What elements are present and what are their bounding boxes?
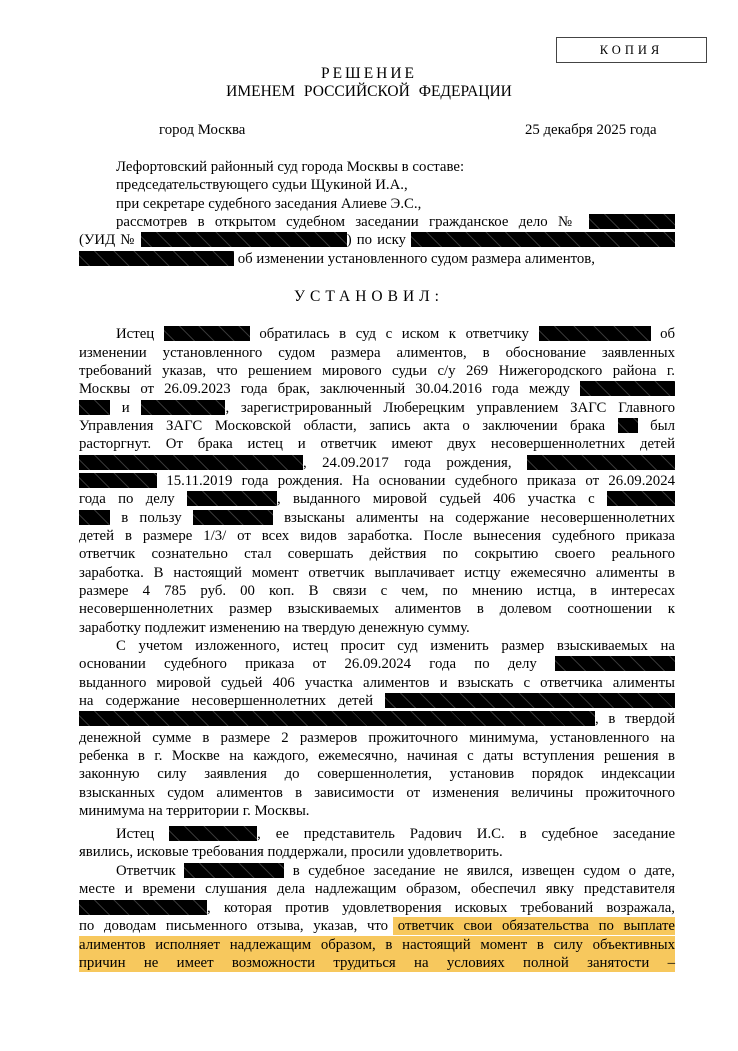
body-line: заработка. В настоящий момент ответчик выплачивает истцу ежемесячно алименты в [79, 565, 675, 581]
city: город Москва [159, 122, 246, 138]
section-heading: УСТАНОВИЛ: [294, 288, 444, 305]
redaction [411, 232, 675, 247]
redaction [385, 693, 675, 708]
body-line: денежной сумме в размере 2 размеров прожиточного минимума, установленного на [79, 730, 675, 746]
body-line: алиментов исполняет надлежащим образом, в настоящий момент в силу объективных [79, 937, 675, 953]
body-line: расторгнут. От брака истец и ответчик имеют двух несовершеннолетних детей [79, 436, 675, 452]
intro-line: об изменении установленного судом размера алиментов, [79, 250, 595, 268]
body-line: 15.11.2019 года рождения. На основании судебного приказа от 26.09.2024 [79, 472, 675, 490]
redaction [184, 863, 284, 878]
body-line: , в твердой [79, 710, 675, 728]
body-line: явились, исковые требования поддержали, просили удовлетворить. [79, 844, 503, 860]
body-line: месте и времени слушания дела надлежащим образом, обеспечил явку представителя [79, 881, 675, 897]
redaction [79, 711, 595, 726]
body-line: и , зарегистрированный Люберецким управлением ЗАГС Главного [79, 399, 675, 417]
body-line: детей в размере 1/3/ от всех видов заработка. После вынесения судебного приказа [79, 528, 675, 544]
body-line: заработку подлежит изменению на твердую денежную сумму. [79, 620, 470, 636]
body-line: выданного мировой судьей 406 участка алиментов и взыскать с ответчика алименты [79, 675, 675, 691]
copy-stamp: КОПИЯ [556, 37, 707, 63]
redaction [79, 900, 207, 915]
body-line: Ответчик в судебное заседание не явился, извещен судом о дате, [116, 863, 676, 879]
body-line: основании судебного приказа от 26.09.2024 года по делу [79, 655, 675, 673]
body-line: года по делу , выданного мировой судьей 406 участка с [79, 490, 675, 508]
intro-line: рассмотрев в открытом судебном заседании гражданское дело № [116, 213, 675, 231]
body-line: размере 4 785 руб. 00 коп. В связи с чем, по мнению истца, в интересах [79, 583, 675, 599]
body-line: на содержание несовершеннолетних детей [79, 692, 675, 710]
redaction [589, 214, 675, 229]
body-line: , 24.09.2017 года рождения, [79, 454, 675, 472]
body-line: требований указав, что решением мирового судьи с/у 269 Нижегородского района г. [79, 363, 675, 379]
redaction [79, 251, 234, 266]
redaction [169, 826, 257, 841]
document-title: РЕШЕНИЕ [320, 65, 418, 82]
redaction [141, 400, 225, 415]
body-line: причин не имеет возможности трудиться на условиях полной занятости – [79, 955, 675, 971]
body-line: С учетом изложенного, истец просит суд изменить размер взыскиваемых на [116, 638, 675, 654]
body-line: законную силу заявления до совершеннолетия, установив порядок индексации [79, 766, 675, 782]
intro-line: при секретаре судебного заседания Алиеве Э.С., [116, 196, 422, 212]
redaction [580, 381, 675, 396]
redaction [607, 491, 675, 506]
intro-line: (УИД № ) по иску [79, 231, 675, 249]
redaction [141, 232, 347, 247]
intro-line: председательствующего судьи Щукиной И.А., [116, 177, 408, 193]
redaction [79, 400, 110, 415]
body-line: Истец обратилась в суд с иском к ответчику об [116, 326, 676, 342]
body-line: взысканных судом алиментов в зависимости от изменения величины прожиточного [79, 785, 675, 801]
body-line: ответчик сознательно стал совершать действия по сокрытию своего реального [79, 546, 675, 562]
redaction [555, 656, 675, 671]
document-subtitle: ИМЕНЕМ РОССИЙСКОЙ ФЕДЕРАЦИИ [226, 83, 512, 100]
body-line: Москвы от 26.09.2023 года брак, заключенный 30.04.2016 года между [79, 380, 675, 398]
body-line: в пользу взысканы алименты на содержание несовершеннолетних [79, 509, 675, 527]
date: 25 декабря 2025 года [525, 122, 657, 138]
redaction [187, 491, 277, 506]
redaction [79, 455, 303, 470]
body-line: ребенка в г. Москве на каждого, ежемесячно, начиная с даты вступления решения в [79, 748, 675, 764]
redaction [193, 510, 273, 525]
body-line: , которая против удовлетворения исковых требований возражала, [79, 899, 675, 917]
intro-line: Лефортовский районный суд города Москвы в составе: [116, 159, 465, 175]
redaction [79, 510, 110, 525]
body-line: минимума на территории г. Москвы. [79, 803, 310, 819]
body-line: Истец , ее представитель Радович И.С. в судебное заседание [116, 826, 676, 842]
body-line: изменении установленного судом размера алиментов, в обоснование заявленных [79, 345, 675, 361]
body-line: по доводам письменного отзыва, указав, что ответчик свои обязательства по выплате [79, 918, 675, 934]
redaction [539, 326, 651, 341]
body-line: Управления ЗАГС Московской области, запись акта о заключении брака был [79, 418, 676, 434]
redaction [618, 418, 638, 433]
redaction [527, 455, 675, 470]
redaction [164, 326, 250, 341]
redaction [79, 473, 157, 488]
body-line: несовершеннолетних размер взыскиваемых алиментов в долевом соотношении к [79, 601, 675, 617]
